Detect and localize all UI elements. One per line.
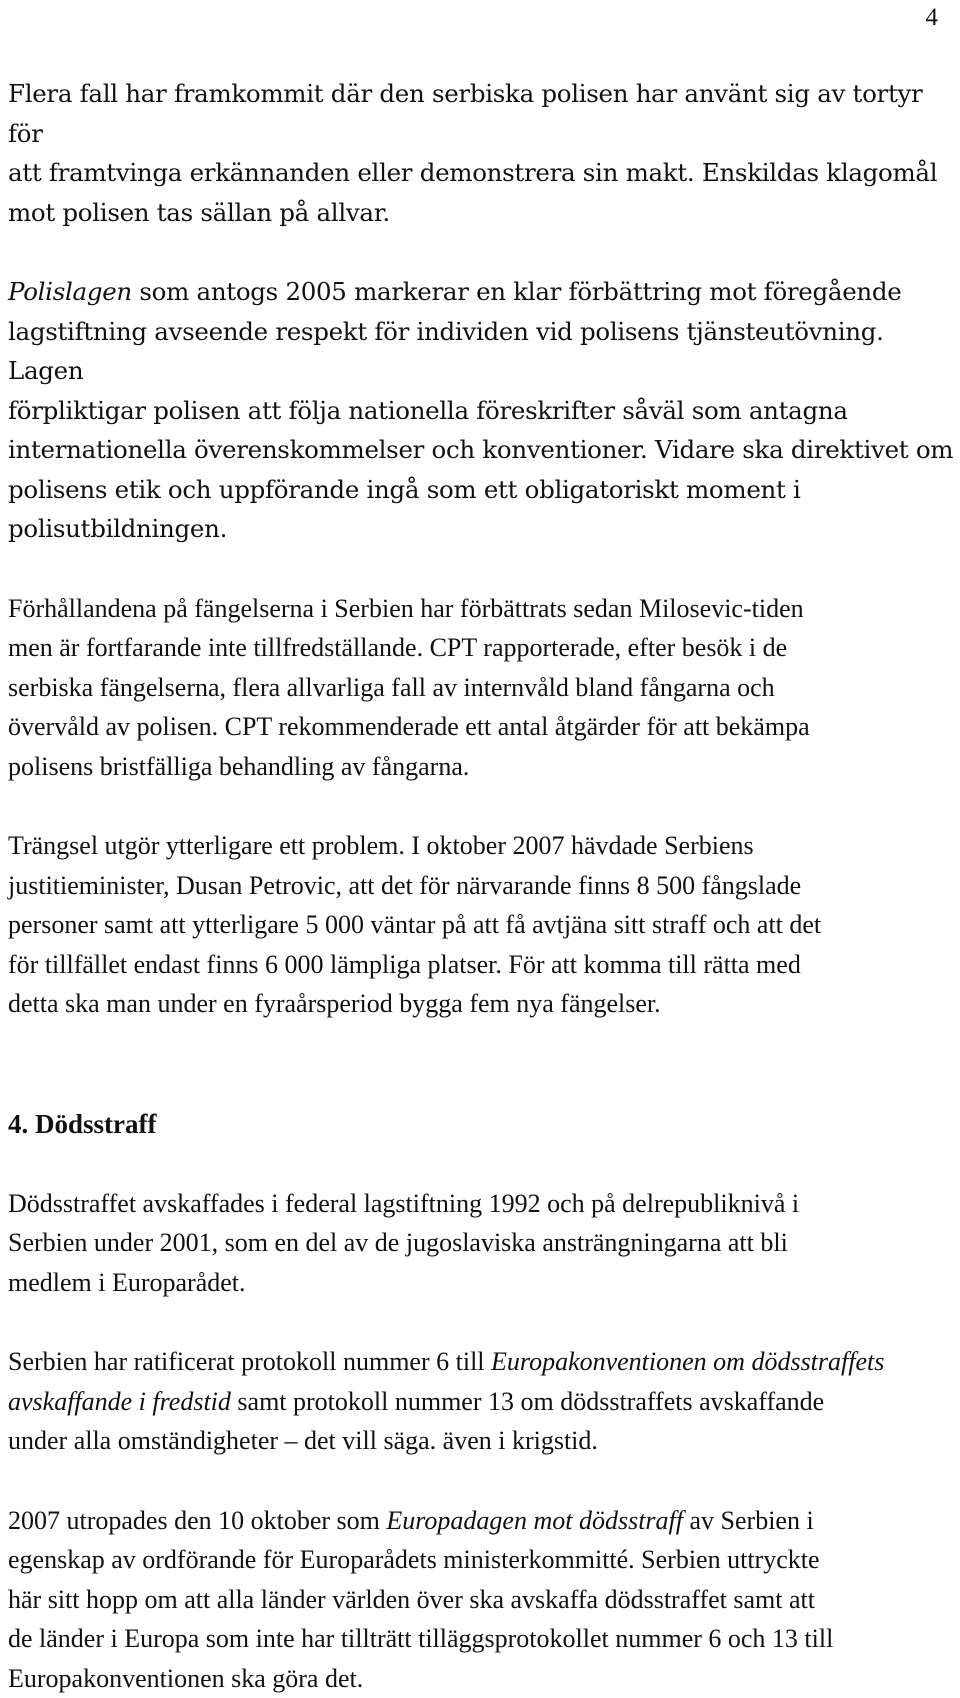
paragraph-spacer [8,1302,956,1342]
section-spacer [8,1024,956,1104]
paragraph-text: av Serbien i egenskap av ordförande för Europarådets ministerkommitté. Serbien uttryckte här sitt hopp om att alla länder världen över ska avskaffa dödsstraffet samt att de länder i Europa som inte har tillträtt tilläggsprotokollet nummer 6 och 13 till Europakonventionen ska göra det. [8,1506,833,1693]
paragraph-death-penalty-abolished: Dödsstraffet avskaffades i federal lagstiftning 1992 och på delrepubliknivå i Serbien under 2001, som en del av de jugoslaviska ansträngningarna att bli medlem i Europarådet. [8,1184,956,1303]
paragraph-police-torture: Flera fall har framkommit där den serbiska polisen har använt sig av tortyr för att framtvinga erkännanden eller demonstrera sin makt. Enskildas klagomål mot polisen tas sällan på allvar. [8,74,956,232]
italic-convention-title: Europakonventionen om dödsstraffets avskaffande i fredstid [8,1347,884,1416]
paragraph-prisons: Förhållandena på fängelserna i Serbien har förbättrats sedan Milosevic-tiden men är fortfarande inte tillfredställande. CPT rapporterade, efter besök i de serbiska fängelserna, flera allvarliga fall av internvåld bland fångarna och övervåld av polisen. CPT rekommenderade ett antal åtgärder för att bekämpa polisens bristfälliga behandling av fångarna. [8,589,956,787]
italic-term-polislagen: Polislagen [8,277,132,306]
paragraph-spacer [8,786,956,826]
paragraph-text: som antogs 2005 markerar en klar förbättring mot föregående lagstiftning avseende respekt för individen vid polisens tjänsteutövning. Lagen förpliktigar polisen att följa nationella föreskrifter såväl som antagna internationella överenskommelser och konventioner. Vidare ska direktivet om polisens etik och uppförande ingå som ett obligatoriskt moment i polisutbildningen. [8,277,953,543]
paragraph-police-law [8,272,956,549]
paragraph-protocols [8,1342,956,1461]
document-body [8,74,956,1698]
paragraph-text: Serbien har ratificerat protokoll nummer 6 till [8,1347,491,1376]
paragraph-text: samt protokoll nummer 13 om dödsstraffets avskaffande under alla omständigheter – det vill säga. även i krigstid. [8,1387,824,1456]
paragraph-spacer [8,549,956,589]
paragraph-european-day [8,1501,956,1698]
paragraph-text: 2007 utropades den 10 oktober som [8,1506,386,1535]
paragraph-overcrowding: Trängsel utgör ytterligare ett problem. I oktober 2007 hävdade Serbiens justitieminister, Dusan Petrovic, att det för närvarande finns 8 500 fångslade personer samt att ytterligare 5 000 väntar på att få avtjäna sitt straff och att det för tillfället endast finns 6 000 lämpliga platser. För att komma till rätta med detta ska man under en fyraårsperiod bygga fem nya fängelser. [8,826,956,1024]
paragraph-spacer [8,232,956,272]
page-number: 4 [926,4,939,32]
paragraph-spacer [8,1144,956,1184]
italic-european-day-title: Europadagen mot dödsstraff [386,1506,683,1535]
paragraph-spacer [8,1461,956,1501]
section-heading: 4. Dödsstraff [8,1104,956,1144]
